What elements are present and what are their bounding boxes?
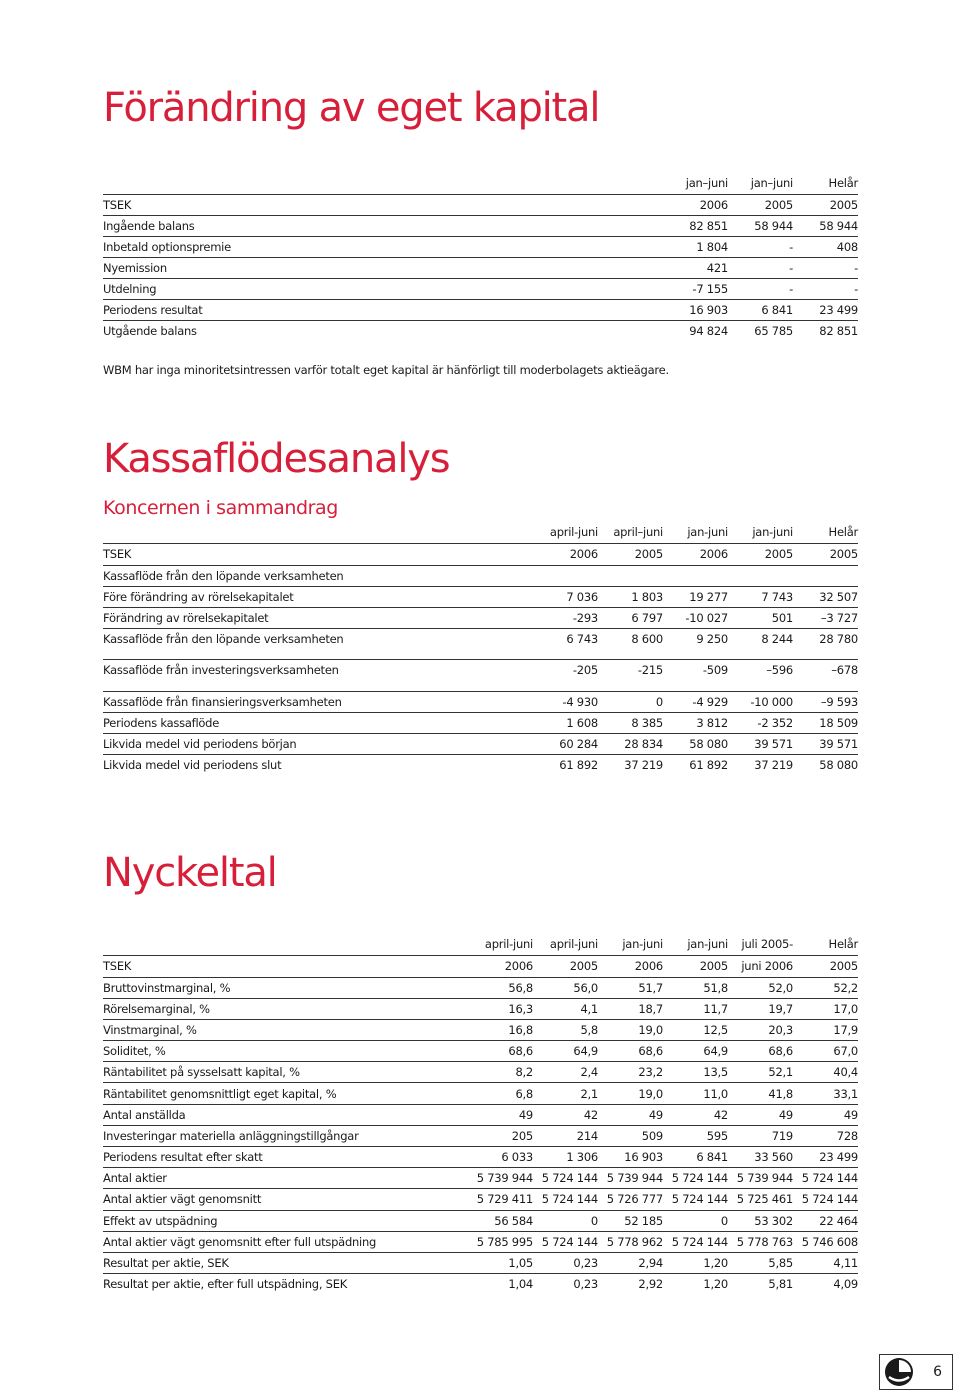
row-label: Resultat per aktie, efter full utspädning, SEK <box>103 1274 468 1295</box>
cell-value: 5 725 461 <box>728 1189 793 1210</box>
header-row-period <box>103 934 858 955</box>
row-label: Kassaflöde från den löpande verksamheten <box>103 565 533 586</box>
cell-value: 5 785 995 <box>468 1231 533 1252</box>
cell-value: 8 244 <box>728 628 793 649</box>
cell-value: - <box>793 257 858 278</box>
cell-value: 2005 <box>533 955 598 977</box>
cell-value: 58 080 <box>793 754 858 775</box>
cell-value: 61 892 <box>663 754 728 775</box>
cell-value: 52 185 <box>598 1210 663 1231</box>
cell-value: -2 352 <box>728 712 793 733</box>
cell-value: 65 785 <box>728 320 793 341</box>
cell-value: april-juni <box>549 937 598 952</box>
cell-value: 6,8 <box>468 1083 533 1104</box>
table-row <box>103 278 858 299</box>
cell-value: 17,0 <box>793 998 858 1019</box>
cell-value: - <box>728 257 793 278</box>
cell-value: 2006 <box>663 543 728 565</box>
cell-value: 6 033 <box>468 1147 533 1168</box>
cashflow-subtitle: Koncernen i sammandrag <box>103 497 338 519</box>
row-label: Antal aktier <box>103 1168 468 1189</box>
cell-value: 23 499 <box>793 299 858 320</box>
cell-value: 11,7 <box>663 998 728 1019</box>
cell-value: 16,3 <box>468 998 533 1019</box>
cell-value: jan-juni <box>687 937 728 952</box>
cell-value: -205 <box>533 660 598 681</box>
cell-value: 728 <box>793 1125 858 1146</box>
row-label: Investeringar materiella anläggningstillgångar <box>103 1125 468 1146</box>
row-label: Rörelsemarginal, % <box>103 998 468 1019</box>
cell-value: 7 743 <box>728 586 793 607</box>
company-logo-icon <box>884 1357 914 1387</box>
cell-value: - <box>793 278 858 299</box>
cell-value: 5 739 944 <box>728 1168 793 1189</box>
cell-value <box>728 565 793 586</box>
row-label: Nyemission <box>103 257 663 278</box>
row-label: Utgående balans <box>103 320 663 341</box>
cell-value: -215 <box>598 660 663 681</box>
row-label <box>103 522 533 543</box>
cell-value: 58 080 <box>663 733 728 754</box>
cell-value: 18 509 <box>793 712 858 733</box>
row-label: Ingående balans <box>103 215 663 236</box>
cell-value: 5 739 944 <box>468 1168 533 1189</box>
cell-value: 5 778 962 <box>598 1231 663 1252</box>
cell-value: juni 2006 <box>728 955 793 977</box>
cell-value: -10 027 <box>663 607 728 628</box>
cell-value: 2,1 <box>533 1083 598 1104</box>
cell-value: 23,2 <box>598 1062 663 1083</box>
cell-value: 28 834 <box>598 733 663 754</box>
cashflow-title: Kassaflödesanalys <box>103 436 450 482</box>
cell-value: 32 507 <box>793 586 858 607</box>
cell-value: jan-juni <box>687 525 728 540</box>
cell-value: -10 000 <box>728 691 793 712</box>
cell-value: 41,8 <box>728 1083 793 1104</box>
cell-value: 421 <box>663 257 728 278</box>
cell-value: 2,92 <box>598 1274 663 1295</box>
cell-value: april-juni <box>549 525 598 540</box>
row-label: Periodens resultat <box>103 299 663 320</box>
cell-value: 2006 <box>598 955 663 977</box>
cell-value: 16 903 <box>663 299 728 320</box>
cell-value: 52,2 <box>793 977 858 998</box>
cell-value: 5 724 144 <box>533 1168 598 1189</box>
cell-value: 5 724 144 <box>793 1189 858 1210</box>
cell-value: - <box>728 236 793 257</box>
cell-value: 5 739 944 <box>598 1168 663 1189</box>
cell-value: 5 778 763 <box>728 1231 793 1252</box>
cell-value: 1 306 <box>533 1147 598 1168</box>
table-row <box>103 1147 858 1168</box>
table-row <box>103 1104 858 1125</box>
cell-value: 7 036 <box>533 586 598 607</box>
cell-value: Helår <box>828 525 858 540</box>
cell-value: 16 903 <box>598 1147 663 1168</box>
row-label: TSEK <box>103 955 468 977</box>
cell-value: 39 571 <box>728 733 793 754</box>
cell-value: –678 <box>793 660 858 681</box>
cell-value: 5 724 144 <box>533 1189 598 1210</box>
cell-value: 82 851 <box>793 320 858 341</box>
table-row <box>103 1274 858 1295</box>
cell-value: 1 803 <box>598 586 663 607</box>
page-number-box <box>879 1354 953 1390</box>
table-row <box>103 977 858 998</box>
row-label: Räntabilitet på sysselsatt kapital, % <box>103 1062 468 1083</box>
cell-value: 22 464 <box>793 1210 858 1231</box>
cell-value: 4,09 <box>793 1274 858 1295</box>
cell-value: 49 <box>468 1104 533 1125</box>
subtotal-row <box>103 628 858 649</box>
row-label: Likvida medel vid periodens början <box>103 733 533 754</box>
cell-value: 5,81 <box>728 1274 793 1295</box>
spacer-row <box>103 681 858 692</box>
keyratios-table <box>103 934 858 1295</box>
page-number: 6 <box>933 1364 942 1380</box>
cell-value: 5 726 777 <box>598 1189 663 1210</box>
cell-value: 205 <box>468 1125 533 1146</box>
section-label-row <box>103 565 858 586</box>
cell-value: -7 155 <box>663 278 728 299</box>
cell-value: 20,3 <box>728 1019 793 1040</box>
table-row <box>103 1210 858 1231</box>
row-label: Resultat per aktie, SEK <box>103 1252 468 1273</box>
cell-value: 1,05 <box>468 1252 533 1273</box>
equity-note: WBM har inga minoritetsintressen varför totalt eget kapital är hänförligt till moderbolagets aktieägare. <box>103 363 669 377</box>
cell-value: april–juni <box>613 525 663 540</box>
subtotal-row <box>103 691 858 712</box>
cell-value: 2005 <box>663 955 728 977</box>
cell-value: 5 724 144 <box>663 1189 728 1210</box>
cell-value: –3 727 <box>793 607 858 628</box>
cell-value: 52,0 <box>728 977 793 998</box>
equity-title: Förändring av eget kapital <box>103 85 600 131</box>
row-label <box>103 173 663 194</box>
cell-value: 2006 <box>468 955 533 977</box>
cell-value: 67,0 <box>793 1041 858 1062</box>
cell-value: 60 284 <box>533 733 598 754</box>
row-label: TSEK <box>103 543 533 565</box>
cell-value: 408 <box>793 236 858 257</box>
cell-value: 3 812 <box>663 712 728 733</box>
cell-value: 94 824 <box>663 320 728 341</box>
cell-value: 49 <box>728 1104 793 1125</box>
cell-value: 5 724 144 <box>793 1168 858 1189</box>
cell-value: jan-juni <box>622 937 663 952</box>
cell-value: 82 851 <box>663 215 728 236</box>
equity-table <box>103 173 858 341</box>
row-label: Antal aktier vägt genomsnitt <box>103 1189 468 1210</box>
cell-value: 6 841 <box>663 1147 728 1168</box>
table-row <box>103 1189 858 1210</box>
cell-value: 1,04 <box>468 1274 533 1295</box>
cell-value: 51,7 <box>598 977 663 998</box>
cell-value: 2005 <box>728 543 793 565</box>
cell-value: 2005 <box>793 955 858 977</box>
cell-value: -293 <box>533 607 598 628</box>
table-row <box>103 299 858 320</box>
cell-value: 5,8 <box>533 1019 598 1040</box>
cell-value: jan–juni <box>685 176 728 191</box>
cell-value: 49 <box>793 1104 858 1125</box>
cell-value: 37 219 <box>728 754 793 775</box>
cell-value: 37 219 <box>598 754 663 775</box>
cell-value: 51,8 <box>663 977 728 998</box>
cell-value: 11,0 <box>663 1083 728 1104</box>
row-label: Bruttovinstmarginal, % <box>103 977 468 998</box>
cashflow-table <box>103 522 858 775</box>
table-row <box>103 1041 858 1062</box>
cell-value: 1,20 <box>663 1252 728 1273</box>
cell-value: 28 780 <box>793 628 858 649</box>
header-row-period <box>103 522 858 543</box>
cell-value: 1 804 <box>663 236 728 257</box>
cell-value <box>533 565 598 586</box>
cell-value: 2005 <box>793 194 858 215</box>
table-row <box>103 1019 858 1040</box>
cell-value: 42 <box>533 1104 598 1125</box>
cell-value: - <box>728 278 793 299</box>
row-label: Vinstmarginal, % <box>103 1019 468 1040</box>
row-label: Soliditet, % <box>103 1041 468 1062</box>
keyratios-title: Nyckeltal <box>103 850 277 896</box>
cell-value: 2,94 <box>598 1252 663 1273</box>
cell-value: Helår <box>828 937 858 952</box>
header-row-period <box>103 173 858 194</box>
cell-value: 501 <box>728 607 793 628</box>
cell-value: 6 743 <box>533 628 598 649</box>
cell-value: 5 746 608 <box>793 1231 858 1252</box>
cell-value: april-juni <box>484 937 533 952</box>
cell-value: 2005 <box>598 543 663 565</box>
cell-value: 4,1 <box>533 998 598 1019</box>
cell-value: -4 929 <box>663 691 728 712</box>
cell-value: 13,5 <box>663 1062 728 1083</box>
table-row <box>103 215 858 236</box>
cell-value: 16,8 <box>468 1019 533 1040</box>
cell-value: 6 797 <box>598 607 663 628</box>
cell-value: 17,9 <box>793 1019 858 1040</box>
table-row <box>103 1125 858 1146</box>
cell-value: –596 <box>728 660 793 681</box>
cell-value: 40,4 <box>793 1062 858 1083</box>
row-label: Periodens kassaflöde <box>103 712 533 733</box>
cell-value: 2006 <box>533 543 598 565</box>
row-label: Kassaflöde från investeringsverksamheten <box>103 660 533 681</box>
row-label: Utdelning <box>103 278 663 299</box>
cell-value: 33,1 <box>793 1083 858 1104</box>
header-row-year <box>103 955 858 977</box>
spacer-row <box>103 649 858 660</box>
row-label: Inbetald optionspremie <box>103 236 663 257</box>
cell-value <box>793 565 858 586</box>
table-row <box>103 754 858 775</box>
cell-value: 68,6 <box>728 1041 793 1062</box>
table-row <box>103 607 858 628</box>
cell-value: 0,23 <box>533 1274 598 1295</box>
cell-value: 5 724 144 <box>663 1168 728 1189</box>
cell-value: 23 499 <box>793 1147 858 1168</box>
cell-value: 4,11 <box>793 1252 858 1273</box>
cell-value: 1 608 <box>533 712 598 733</box>
row-label: Kassaflöde från den löpande verksamheten <box>103 628 533 649</box>
cell-value: 5,85 <box>728 1252 793 1273</box>
table-row <box>103 733 858 754</box>
cell-value: -509 <box>663 660 728 681</box>
cell-value: 58 944 <box>793 215 858 236</box>
cell-value: 19,0 <box>598 1019 663 1040</box>
cell-value: 56,8 <box>468 977 533 998</box>
cell-value: 6 841 <box>728 299 793 320</box>
cell-value: 5 724 144 <box>533 1231 598 1252</box>
table-row <box>103 1231 858 1252</box>
row-label: Antal anställda <box>103 1104 468 1125</box>
row-label: Räntabilitet genomsnittligt eget kapital, % <box>103 1083 468 1104</box>
cell-value: 0 <box>533 1210 598 1231</box>
cell-value: 52,1 <box>728 1062 793 1083</box>
cell-value: 509 <box>598 1125 663 1146</box>
cell-value: 9 250 <box>663 628 728 649</box>
cell-value: 0,23 <box>533 1252 598 1273</box>
header-row-year <box>103 194 858 215</box>
row-label: Förändring av rörelsekapitalet <box>103 607 533 628</box>
cell-value: 2,4 <box>533 1062 598 1083</box>
header-row-year <box>103 543 858 565</box>
table-row <box>103 586 858 607</box>
cell-value: 56,0 <box>533 977 598 998</box>
cell-value: 0 <box>663 1210 728 1231</box>
table-row <box>103 320 858 341</box>
cell-value: -4 930 <box>533 691 598 712</box>
cell-value: 5 729 411 <box>468 1189 533 1210</box>
row-label: Före förändring av rörelsekapitalet <box>103 586 533 607</box>
cell-value: 33 560 <box>728 1147 793 1168</box>
cell-value: Helår <box>828 176 858 191</box>
cell-value: 214 <box>533 1125 598 1146</box>
row-label: Periodens resultat efter skatt <box>103 1147 468 1168</box>
cell-value: 1,20 <box>663 1274 728 1295</box>
cell-value: 595 <box>663 1125 728 1146</box>
row-label: Antal aktier vägt genomsnitt efter full utspädning <box>103 1231 468 1252</box>
table-row <box>103 1083 858 1104</box>
cell-value: 64,9 <box>533 1041 598 1062</box>
table-row <box>103 1252 858 1273</box>
subtotal-row <box>103 660 858 681</box>
cell-value: jan–juni <box>750 176 793 191</box>
cell-value: 61 892 <box>533 754 598 775</box>
row-label: Effekt av utspädning <box>103 1210 468 1231</box>
cell-value: 8 385 <box>598 712 663 733</box>
cell-value <box>598 565 663 586</box>
cell-value: 58 944 <box>728 215 793 236</box>
cell-value: 0 <box>598 691 663 712</box>
cell-value: 719 <box>728 1125 793 1146</box>
cell-value: 2005 <box>728 194 793 215</box>
row-label: TSEK <box>103 194 663 215</box>
cell-value: 39 571 <box>793 733 858 754</box>
table-row <box>103 1062 858 1083</box>
cell-value: 19 277 <box>663 586 728 607</box>
cell-value: 5 724 144 <box>663 1231 728 1252</box>
table-row <box>103 1168 858 1189</box>
cell-value: 8 600 <box>598 628 663 649</box>
cell-value: 2005 <box>793 543 858 565</box>
cell-value: 56 584 <box>468 1210 533 1231</box>
cell-value: 2006 <box>663 194 728 215</box>
cell-value: 19,0 <box>598 1083 663 1104</box>
table-row <box>103 998 858 1019</box>
cell-value: 18,7 <box>598 998 663 1019</box>
cell-value: 42 <box>663 1104 728 1125</box>
cell-value: 68,6 <box>598 1041 663 1062</box>
table-row <box>103 257 858 278</box>
cell-value <box>663 565 728 586</box>
table-row <box>103 236 858 257</box>
cell-value: 64,9 <box>663 1041 728 1062</box>
row-label: Likvida medel vid periodens slut <box>103 754 533 775</box>
cell-value: 19,7 <box>728 998 793 1019</box>
cell-value: 8,2 <box>468 1062 533 1083</box>
table-row <box>103 712 858 733</box>
row-label: Kassaflöde från finansieringsverksamheten <box>103 691 533 712</box>
cell-value: 12,5 <box>663 1019 728 1040</box>
cell-value: jan-juni <box>752 525 793 540</box>
row-label <box>103 934 468 955</box>
cell-value: 53 302 <box>728 1210 793 1231</box>
cell-value: –9 593 <box>793 691 858 712</box>
cell-value: 49 <box>598 1104 663 1125</box>
cell-value: 68,6 <box>468 1041 533 1062</box>
cell-value: juli 2005- <box>741 937 793 952</box>
